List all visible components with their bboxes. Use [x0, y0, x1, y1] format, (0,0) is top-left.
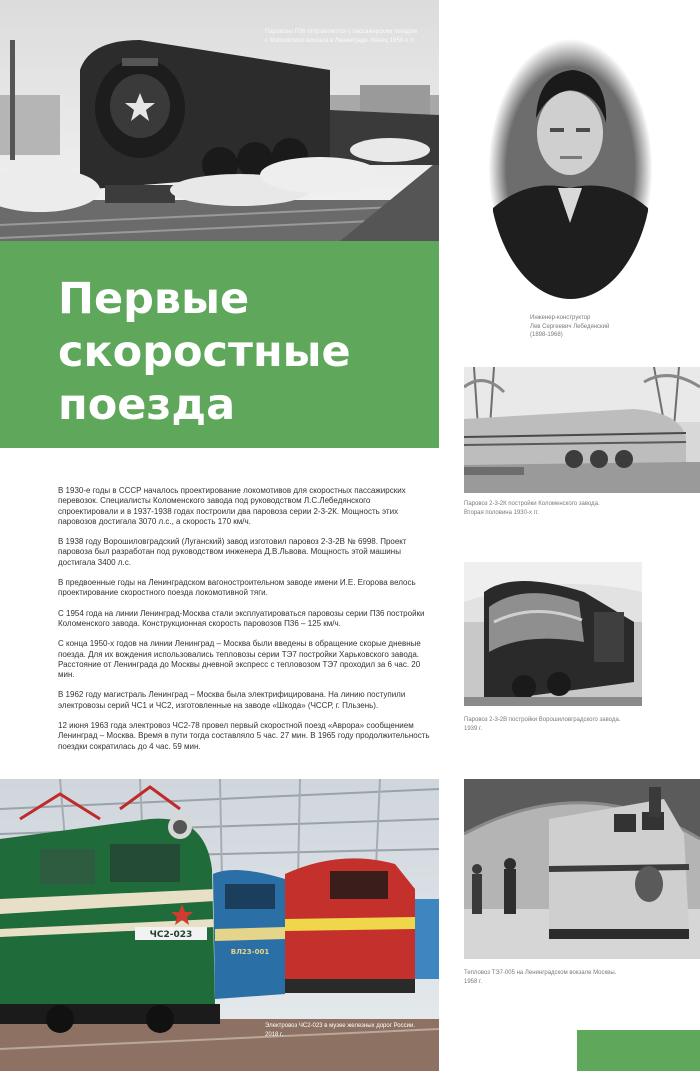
caption-line: Паровоз 2-3-2В постройки Ворошиловградского завода. [464, 717, 621, 723]
caption-line: Лев Сергеевич Лебедянский [530, 323, 610, 330]
caption-line: 2018 г. [265, 1031, 284, 1038]
loco-number-chs2: ЧС2-023 [149, 930, 193, 940]
article-body [58, 486, 430, 762]
caption-line: Вторая половина 1930-х гг. [464, 509, 539, 516]
loco-number-vl23: ВЛ23-001 [230, 948, 270, 956]
caption-line: Паровозы П36 отправляются с пассажирским поездом [265, 29, 418, 35]
caption-portrait [530, 314, 609, 340]
caption-line: Тепловоз ТЭ7-005 на Ленинградском вокзале Москвы. [464, 970, 617, 976]
caption-chs2 [265, 1022, 415, 1039]
caption-line: 1939 г. [464, 725, 483, 732]
caption-line: 1958 г. [464, 978, 483, 985]
paragraph: В 1938 году Ворошиловградский (Луганский) завод изготовил паровоз 2-3-2В № 6998. Проект паровоза был разработан под руководством инженера Д.В.Львова. Мощность этой машины достигала 3400 л.с. [58, 537, 407, 567]
paragraph: С конца 1950-х годов на линии Ленинград – Москва были введены в обращение скорые дневные поезда. Для их вождения использовались тепловозы серии ТЭ7 постройки Харьковского завода. Расстояние от Ленинграда до Москвы дневной экспресс с тепловозом ТЭ7 проходил за 6 час. 20 мин. [58, 639, 421, 680]
caption-232k [464, 500, 600, 517]
photo-locomotive-te7 [464, 779, 700, 959]
paragraph: С 1954 года на линии Ленинград-Москва стали эксплуатироваться паровозы серии П36 постройки Коломенского завода. Конструкционная скорость паровозов П36 – 125 км/ч. [58, 608, 425, 628]
paragraph: В 1930-е годы в СССР началось проектирование локомотивов для скоростных пассажирских перевозок. Специалисты Коломенского завода под руководством Л.С.Лебедянского спроектировали и в 1937-1938 годах построили два паровоза серии 2-3-2К. Мощность этих паровозов достигала 3070 л.с., а скорость 170 км/ч. [58, 486, 406, 526]
caption-p36 [265, 28, 417, 45]
title-line: скоростные [58, 327, 351, 377]
caption-line: Паровоз 2-3-2К постройки Коломенского завода. [464, 501, 600, 507]
page-title [58, 273, 428, 432]
caption-te7 [464, 969, 616, 986]
title-line: Первые [58, 274, 250, 324]
caption-line: Инженер-конструктор [530, 315, 591, 321]
photo-locomotive-232k [464, 367, 700, 493]
caption-line: (1898-1968) [530, 332, 563, 338]
paragraph: 12 июня 1963 года электровоз ЧС2-78 провел первый скоростной поезд «Аврора» сообщением Ленинград – Москва. Время в пути тогда составляло 5 час. 27 мин. В 1965 году продолжительность поездки сократилась до 4 час. 59 мин. [58, 721, 430, 751]
caption-line: Электровоз ЧС2-023 в музее железных дорог России. [265, 1023, 416, 1029]
title-line: поезда [58, 380, 236, 430]
caption-line: с Московского вокзала в Ленинграде. Конец 1950-х гг. [265, 37, 416, 44]
paragraph: В 1962 году магистраль Ленинград – Москва была электрифицирована. На линию поступили электровозы серий ЧС1 и ЧС2, изготовленные на заводе «Шкода» (ЧССР, г. Пльзень). [58, 690, 406, 710]
caption-232v [464, 716, 620, 733]
paragraph: В предвоенные годы на Ленинградском вагоностроительном заводе имени И.Е. Егорова велось проектирование скоростного поезда локомотивной тяги. [58, 578, 416, 598]
photo-locomotive-232v [464, 562, 642, 706]
photo-portrait-lebedyansky [488, 38, 653, 300]
corner-accent-block [577, 1030, 700, 1071]
